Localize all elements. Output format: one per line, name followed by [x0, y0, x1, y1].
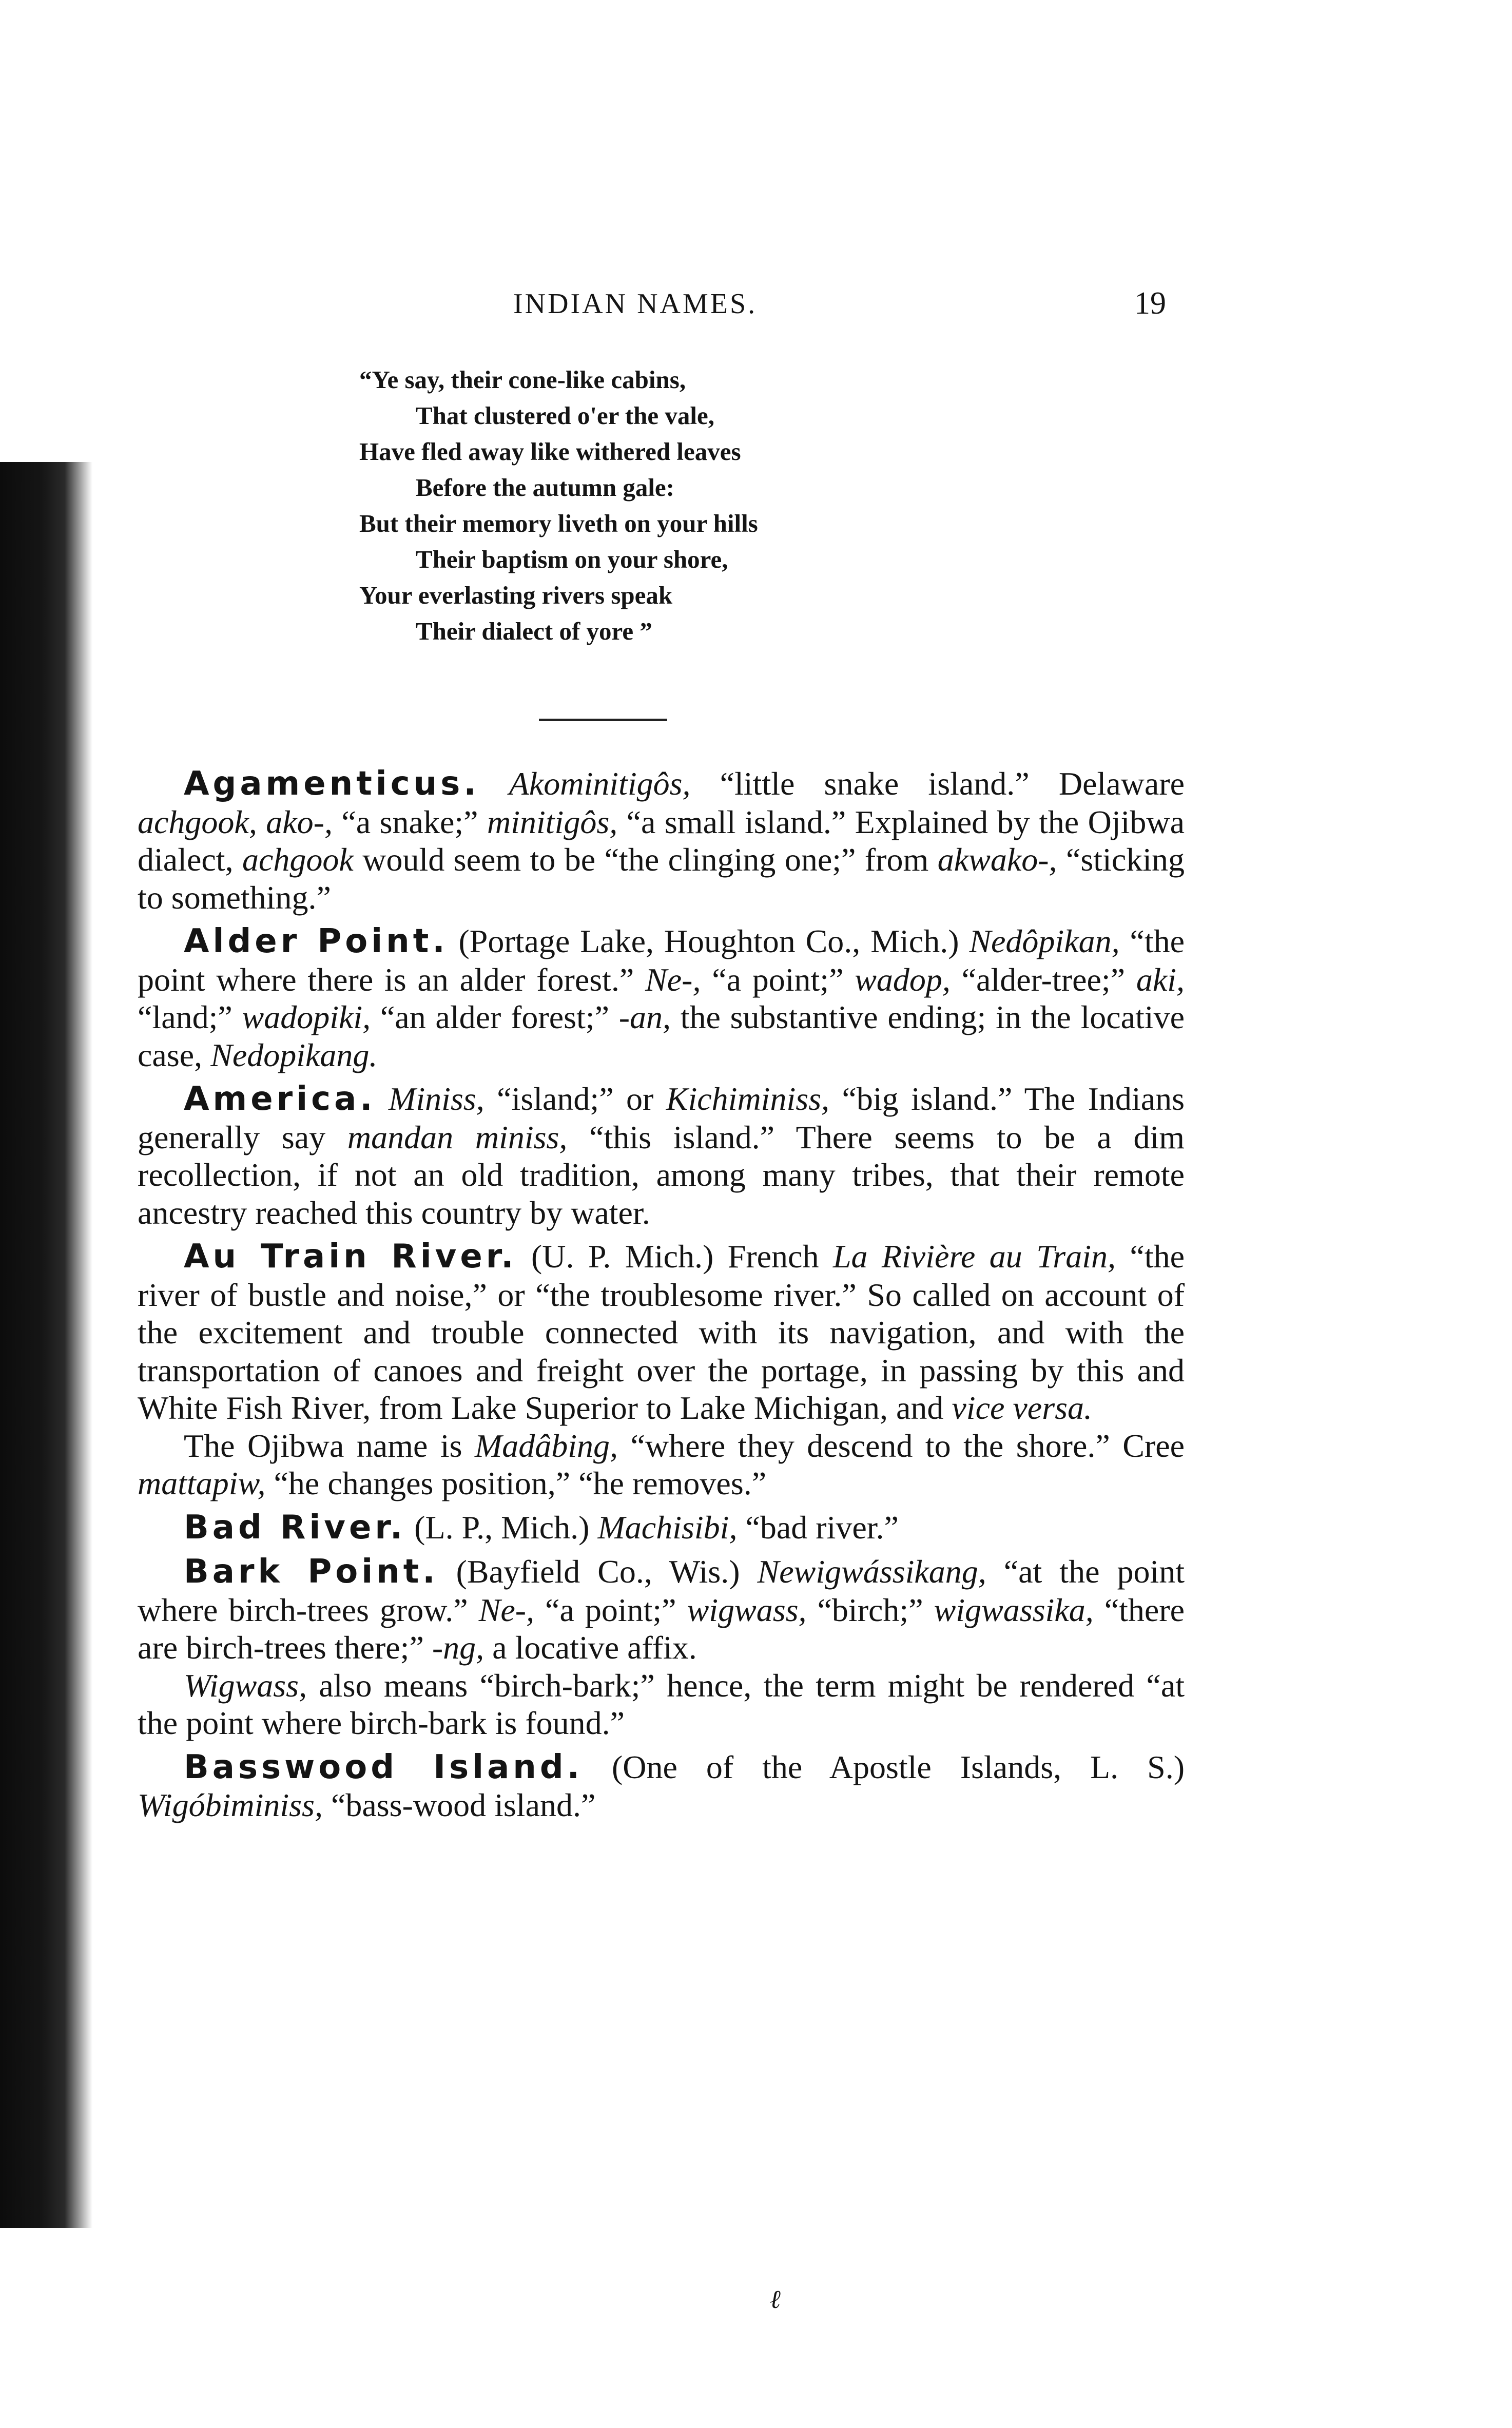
entry-headword: Au Train River. [184, 1238, 517, 1276]
entry-text: “the point where there is an alder forest.” [138, 923, 1185, 998]
footer-mark: ℓ [770, 2285, 781, 2314]
poem-line: Have fled away like withered leaves [359, 437, 741, 466]
poem-line: But their memory liveth on your hills [359, 509, 758, 537]
section-rule [539, 719, 667, 721]
dictionary-entry [138, 1509, 1185, 1547]
dictionary-entry [138, 1553, 1185, 1742]
dictionary-entry [138, 1238, 1185, 1502]
poem-line: Before the autumn gale: [416, 473, 674, 502]
entry-text: (U. P. Mich.) French [517, 1238, 833, 1275]
entry-text: “big island.” The Indians generally say [138, 1081, 1185, 1155]
scan-binding-shadow [0, 462, 92, 2228]
entry-text: would seem to be “the clinging one;” from [353, 841, 938, 878]
entry-text: a locative affix. [484, 1629, 697, 1666]
native-term: mattapiw, [138, 1465, 266, 1501]
dictionary-entry [138, 765, 1185, 916]
entry-text: “a snake;” [332, 803, 487, 840]
native-term: -ng, [432, 1629, 484, 1666]
entry-paragraph [138, 765, 1185, 916]
poem-line: Their baptism on your shore, [416, 545, 728, 573]
entry-text: “birch;” [806, 1591, 934, 1628]
entry-text: “a point;” [534, 1591, 687, 1628]
entry-text: “a small island.” Explained by the Ojibwa dialect, [138, 803, 1185, 878]
entry-text: “the river of bustle and noise,” or “the troublesome river.” So called on account of the excitement and trouble connected with its navigation, and with the transportation of canoes and freight over the portage, in passing by this and White Fish River, from Lake Superior to Lake Michigan, and [138, 1238, 1185, 1426]
native-term: ako-, [266, 803, 333, 840]
entry-headword: Agamenticus. [184, 765, 480, 803]
entry-text: (Bayfield Co., Wis.) [438, 1553, 758, 1590]
native-term: -an, [618, 999, 671, 1035]
entry-text: also means “birch-bark;” hence, the term might be rendered “at the point where birch-bark is found.” [138, 1667, 1185, 1741]
native-term: Miniss, [389, 1081, 484, 1117]
dictionary-entry [138, 1748, 1185, 1824]
native-term: wadop, [855, 961, 951, 998]
native-term: Ne-, [645, 961, 701, 998]
native-term: Machisibi, [597, 1509, 738, 1546]
entry-text: “little snake island.” Delaware [690, 765, 1185, 802]
native-term: Newigwássikang, [757, 1553, 986, 1590]
entry-text: “bass-wood island.” [322, 1787, 596, 1823]
entry-paragraph [138, 1427, 1185, 1502]
native-term: Madâbing, [474, 1427, 618, 1464]
running-head [0, 287, 1512, 334]
native-term: achgook, [138, 803, 257, 840]
poem-line: That clustered o'er the vale, [416, 401, 715, 430]
entry-headword: Bad River. [184, 1508, 406, 1547]
entry-text: “at the point where birch-trees grow.” [138, 1553, 1185, 1628]
entry-text [376, 1081, 389, 1117]
native-term: aki, [1136, 961, 1185, 998]
entry-text: “sticking to something.” [138, 841, 1185, 916]
entry-text: (L. P., Mich.) [406, 1509, 598, 1546]
entry-paragraph [138, 922, 1185, 1074]
native-term: achgook [242, 841, 354, 878]
poem-line: “Ye say, their cone-like cabins, [359, 365, 686, 394]
entry-paragraph [138, 1667, 1185, 1742]
entry-text: “where they descend to the shore.” Cree [618, 1427, 1185, 1464]
entry-paragraph [138, 1080, 1185, 1231]
entry-text: the substantive ending; in the locative case, [138, 999, 1185, 1073]
entry-text: (Portage Lake, Houghton Co., Mich.) [448, 923, 970, 959]
entry-paragraph [138, 1509, 1185, 1547]
entry-text: “bad river.” [737, 1509, 899, 1546]
entry-text: “this island.” There seems to be a dim recollection, if not an old tradition, among many tribes, that their remote ancestry reached this country by water. [138, 1119, 1185, 1231]
entry-text: “there are birch-trees there;” [138, 1591, 1185, 1666]
dictionary-entry [138, 1080, 1185, 1231]
entry-headword: Basswood Island. [184, 1748, 583, 1786]
entry-paragraph [138, 1748, 1185, 1824]
native-term: mandan miniss, [347, 1119, 568, 1155]
entry-text [480, 765, 509, 802]
page-number: 19 [1134, 286, 1166, 321]
entry-text: “island;” or [484, 1081, 666, 1117]
native-term: Kichiminiss, [666, 1081, 830, 1117]
native-term: minitigôs, [487, 803, 618, 840]
poem-epigraph [359, 362, 1078, 649]
native-term: Wigwass, [184, 1667, 307, 1704]
dictionary-entry [138, 922, 1185, 1074]
entry-text: “he changes position,” “he removes.” [265, 1465, 767, 1501]
entry-headword: Alder Point. [184, 922, 449, 960]
entry-paragraph [138, 1238, 1185, 1427]
entry-text: “a point;” [701, 961, 855, 998]
entry-headword: America. [184, 1080, 376, 1118]
entry-text [257, 804, 266, 840]
running-title: INDIAN NAMES. [513, 288, 758, 320]
native-term: vice versa. [952, 1390, 1092, 1426]
poem-line: Your everlasting rivers speak [359, 581, 673, 609]
entry-text: “land;” [138, 999, 242, 1035]
native-term: Nedôpikan, [969, 923, 1120, 959]
entry-text: (One of the Apostle Islands, L. S.) [583, 1748, 1185, 1785]
native-term: wigwassika, [934, 1591, 1094, 1628]
entry-text: “alder-tree;” [950, 961, 1136, 998]
native-term: Ne-, [478, 1591, 535, 1628]
entry-paragraph [138, 1553, 1185, 1667]
poem-line: Their dialect of yore ” [416, 617, 652, 645]
native-term: Nedopikang. [210, 1036, 378, 1073]
native-term: Wigóbiminiss, [138, 1787, 323, 1823]
entry-text: “an alder forest;” [371, 999, 619, 1035]
native-term: Akominitigôs, [509, 765, 691, 802]
entry-text: The Ojibwa name is [184, 1427, 475, 1464]
entry-list [138, 765, 1185, 1830]
native-term: La Rivière au Train, [832, 1238, 1116, 1275]
native-term: akwako-, [937, 841, 1057, 878]
entry-headword: Bark Point. [184, 1553, 439, 1591]
native-term: wadopiki, [242, 999, 371, 1035]
native-term: wigwass, [687, 1591, 807, 1628]
